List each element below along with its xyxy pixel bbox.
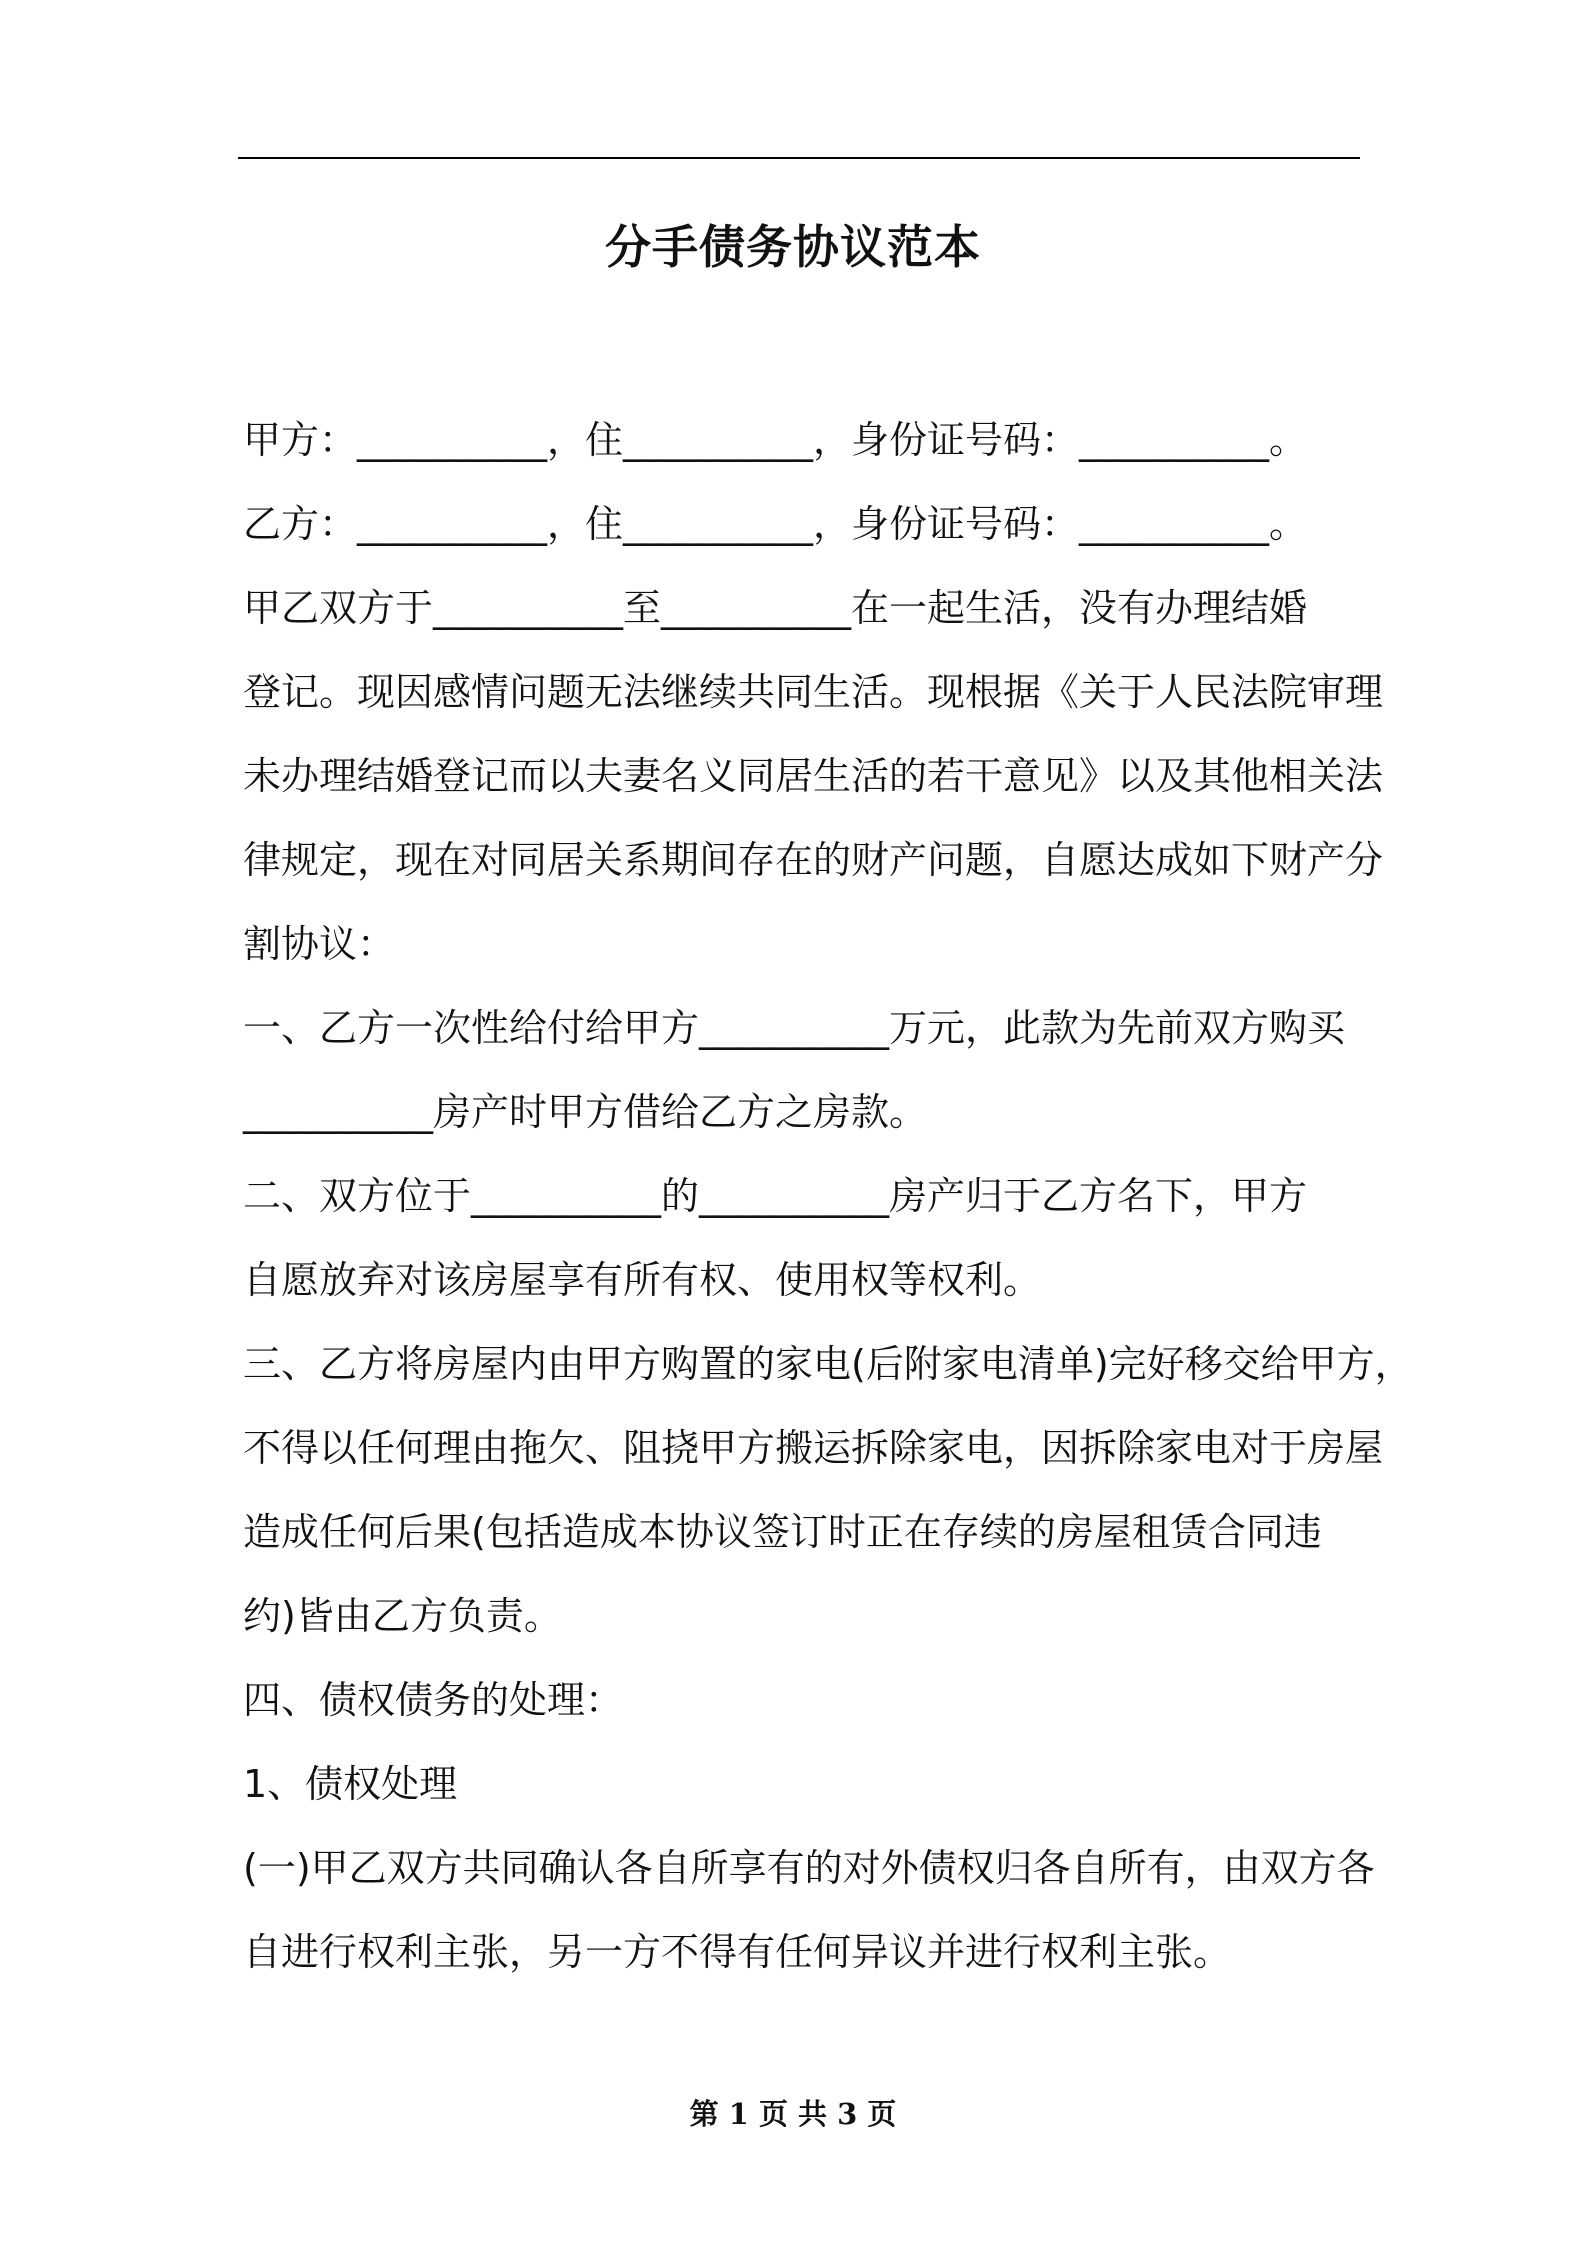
body-line-14: 造成任何后果(包括造成本协议签订时正在存续的房屋租赁合同违 — [243, 1510, 1322, 1554]
body-line-12: 三、乙方将房屋内由甲方购置的家电(后附家电清单)完好移交给甲方， — [243, 1342, 1413, 1386]
body-line-15: 约)皆由乙方负责。 — [243, 1594, 562, 1638]
body-line-19: 自进行权利主张，另一方不得有任何异议并进行权利主张。 — [243, 1930, 1232, 1974]
body-line-1: 甲方：__________，住__________，身份证号码：__________。 — [243, 418, 1308, 462]
body-line-8: 一、乙方一次性给付给甲方__________万元，此款为先前双方购买 — [243, 1006, 1346, 1050]
body-line-4: 登记。现因感情问题无法继续共同生活。现根据《关于人民法院审理 — [243, 670, 1384, 714]
body-line-3: 甲乙双方于__________至__________在一起生活，没有办理结婚 — [243, 586, 1308, 630]
header-rule — [238, 157, 1360, 159]
document-body — [243, 398, 1413, 1994]
body-line-9: __________房产时甲方借给乙方之房款。 — [243, 1090, 928, 1134]
body-line-5: 未办理结婚登记而以夫妻名义同居生活的若干意见》以及其他相关法 — [243, 754, 1384, 798]
page-number: 第 1 页 共 3 页 — [689, 2097, 897, 2131]
body-line-6: 律规定，现在对同居关系期间存在的财产问题，自愿达成如下财产分 — [243, 838, 1384, 882]
body-line-16: 四、债权债务的处理： — [243, 1678, 624, 1722]
body-line-18: (一)甲乙双方共同确认各自所享有的对外债权归各自所有，由双方各 — [243, 1846, 1375, 1890]
body-line-11: 自愿放弃对该房屋享有所有权、使用权等权利。 — [243, 1258, 1042, 1302]
body-line-10: 二、双方位于__________的__________房产归于乙方名下，甲方 — [243, 1174, 1308, 1218]
body-line-13: 不得以任何理由拖欠、阻挠甲方搬运拆除家电，因拆除家电对于房屋 — [243, 1426, 1384, 1470]
document-title: 分手债务协议范本 — [605, 220, 981, 274]
body-line-7: 割协议： — [243, 922, 396, 966]
body-line-2: 乙方：__________，住__________，身份证号码：__________。 — [243, 502, 1308, 546]
body-line-17: 1、债权处理 — [243, 1762, 458, 1806]
